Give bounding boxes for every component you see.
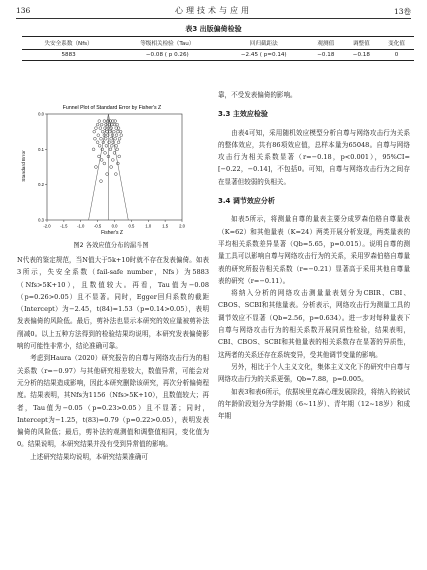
data-point <box>94 137 97 140</box>
table-header-cell: 等级相关检验（Tau） <box>115 37 219 50</box>
funnel-right-line <box>108 114 128 220</box>
data-point <box>95 166 98 169</box>
table-cell: −2.45 ( p=0.14) <box>219 50 308 61</box>
data-point <box>100 159 103 162</box>
table-header-cell: 观测值 <box>308 37 344 50</box>
data-point <box>106 134 109 137</box>
data-point <box>99 127 102 130</box>
data-point <box>95 127 98 130</box>
data-point <box>104 151 107 154</box>
data-point <box>93 130 96 133</box>
table-row <box>22 50 414 61</box>
data-point <box>100 123 103 126</box>
data-point <box>96 141 99 144</box>
data-point <box>112 130 115 133</box>
plot-frame <box>47 114 182 220</box>
table-header-cell: 回归截距法 <box>219 37 308 50</box>
section-heading-3-3: 3.3 主效应检验 <box>218 110 268 119</box>
table-cell: −0.08 ( p 0.26) <box>115 50 219 61</box>
x-tick-label: -0.5 <box>94 223 102 229</box>
table-cell: 0 <box>379 50 414 61</box>
paragraph: 上述研究结果均说明，本研究结果准确可 <box>30 452 148 461</box>
data-point <box>114 173 117 176</box>
y-tick-label: 0.2 <box>38 182 44 188</box>
paragraph: 如表3和表6所示，依据埃里克森心理发展阶段，将纳入的被试的年龄阶段划分为学龄期（6~11岁）、青年期（12~18岁）和成年期 <box>218 387 410 421</box>
volume-label: 13卷 <box>393 7 411 16</box>
left-column <box>17 254 209 463</box>
data-point <box>100 180 103 183</box>
x-tick-label: -1.5 <box>60 223 68 229</box>
table-header-cell: 失安全系数（Nfs） <box>22 37 115 50</box>
y-tick-label: 0.0 <box>38 111 44 117</box>
publication-bias-table <box>22 36 414 61</box>
data-point <box>118 155 121 158</box>
data-point <box>108 141 111 144</box>
x-tick-label: 2.0 <box>179 223 185 229</box>
funnel-left-line <box>89 114 109 220</box>
paragraph: 如表5所示，将测量自尊的量表主要分成罗森伯格自尊量表（K=62）和其他量表（K=24）两类开展分析发现，两类量表的平均相关系数差异显著（Qb=5.65，p=0.015）。说明自尊的测量工具可以影响自尊与网络攻击行为的关系，采用罗森伯格自尊量表的研究所报告相关系数（r=−0.21）显著高于采用其他自尊量表的研究（r=−0.11）。 <box>218 215 410 285</box>
data-point <box>105 144 108 147</box>
data-point <box>118 137 121 140</box>
data-point <box>110 137 113 140</box>
table-header-row <box>22 37 414 50</box>
data-point <box>103 120 106 123</box>
data-point <box>119 130 122 133</box>
data-point <box>114 137 117 140</box>
x-tick-label: -2.0 <box>43 223 51 229</box>
data-point <box>110 166 113 169</box>
data-point <box>106 120 109 123</box>
data-point <box>96 123 99 126</box>
data-point <box>108 130 111 133</box>
paragraph: 将纳入分析的网络攻击测量量表划分为CBIR、CBI、CBOS、SCBI和其他量表。分析表示，网络攻击行为测量工具的调节效应不显著（Qb=2.56，p=0.634）。进一步对每种量表下自尊与网络攻击行为的相关系数开展同质性检验，结果表明，CBI、CBOS、SCBI和其他量表的相关系数存在显著的异质性，这两者的关系还存在系统变异，受其他调节变量的影响。 <box>218 289 410 359</box>
data-point <box>115 144 118 147</box>
plot-title: Funnel Plot of Standard Error by Fisher's Z <box>62 105 162 111</box>
x-tick-label: 0.5 <box>128 223 135 229</box>
data-point <box>98 120 101 123</box>
x-tick-label: -1.0 <box>77 223 85 229</box>
data-point <box>106 173 109 176</box>
data-point <box>113 123 116 126</box>
data-point <box>103 162 106 165</box>
x-tick-label: 1.5 <box>162 223 169 229</box>
data-point <box>111 159 114 162</box>
data-point <box>106 130 109 133</box>
data-point <box>97 134 100 137</box>
x-tick-label: 1.0 <box>145 223 152 229</box>
running-header <box>16 4 411 18</box>
paragraph: N代表的鉴定规范，当N值大于5k+10时就不存在发表偏倚。如表3所示，失安全系数（fail-safe number，Nfs）为5883（Nfs>5K+10），且数值较大。再看，Tau值为−0.08（p=0.26>0.05）且不显著。同时，Egger回归系数的截距（Intercept）为−2.45，t(84)=1.53（p=0.14>0.05），表明发表偏倚的风险低。最后，剪补法也显示本研究的效应量被剪补法削减0。以上五种方法得到的检验结果均说明，本研究发表偏倚影响的可能性非常小，结论准确可靠。 <box>17 256 209 351</box>
data-point <box>101 130 104 133</box>
data-point <box>101 148 104 151</box>
journal-title: 心理技术与应用 <box>175 6 252 15</box>
table-header-cell: 变化值 <box>379 37 414 50</box>
data-point <box>100 137 103 140</box>
paragraph: 由表4可知，采用随机效应模型分析自尊与网络攻击行为关系的整体效应，共有86项效应值，总样本量为65048。自尊与网络攻击行为相关系数显著（r=−0.18，p<0.001），95%CI=[−0.22，−0.14]，不包括0。可知，自尊与网络攻击行为之间存在显著但较弱的负相关。 <box>218 128 410 186</box>
page-number: 136 <box>16 6 31 15</box>
figure-caption: 图2 各效应值分布的漏斗图 <box>73 242 149 249</box>
table-cell: −0.18 <box>344 50 380 61</box>
data-point <box>92 148 95 151</box>
data-point <box>109 148 112 151</box>
paragraph: 靠，不受发表偏倚的影响。 <box>218 91 297 99</box>
data-point <box>116 123 119 126</box>
x-axis-label: Fisher's Z <box>101 230 123 236</box>
data-point <box>116 148 119 151</box>
data-point <box>116 130 119 133</box>
right-column <box>218 89 410 422</box>
table-caption: 表3 出版偏倚检验 <box>185 25 242 33</box>
data-point <box>98 155 101 158</box>
paragraph: 另外，相比于个人主义文化，集体主义文化下的研究中自尊与网络攻击行为的关系更强，Qb=7.88，p=0.005。 <box>218 362 410 384</box>
table-cell: −0.18 <box>308 50 344 61</box>
funnel-plot <box>17 100 197 238</box>
data-point <box>120 134 123 137</box>
paragraph: 考虑到Haura（2020）研究报告的自尊与网络攻击行为的相关系数（r=−0.97）与其他研究相差较大，数值异常，可能会对元分析的结果造成影响，因此本研究删除该研究，再次分析偏倚程度。结果表明，其Nfs为1156（Nfs>5K+10），且数值较大；再者，Tau值为−0.05（p=0.23>0.05）且不显著；同时，Intercept为−1.25，t(83)=0.79（p=0.22>0.05），表明发表偏倚的风险低；最后，剪补法的观测值和调整值相同，变化值为0。结果说明，本研究结果并没有受到异常值的影响。 <box>17 354 209 449</box>
data-point <box>115 134 118 137</box>
table-cell: 5883 <box>22 50 115 61</box>
data-point <box>112 141 115 144</box>
y-axis-label: Standard Error <box>22 150 27 182</box>
data-point <box>117 141 120 144</box>
data-point <box>98 144 101 147</box>
table-header-cell: 调整值 <box>344 37 380 50</box>
y-tick-label: 0.1 <box>38 146 44 152</box>
x-tick-label: 0.0 <box>111 223 118 229</box>
data-point <box>104 137 107 140</box>
y-tick-label: 0.3 <box>38 217 44 223</box>
section-heading-3-4: 3.4 调节效应分析 <box>218 197 275 206</box>
data-point <box>110 144 113 147</box>
header-rule <box>16 18 411 19</box>
